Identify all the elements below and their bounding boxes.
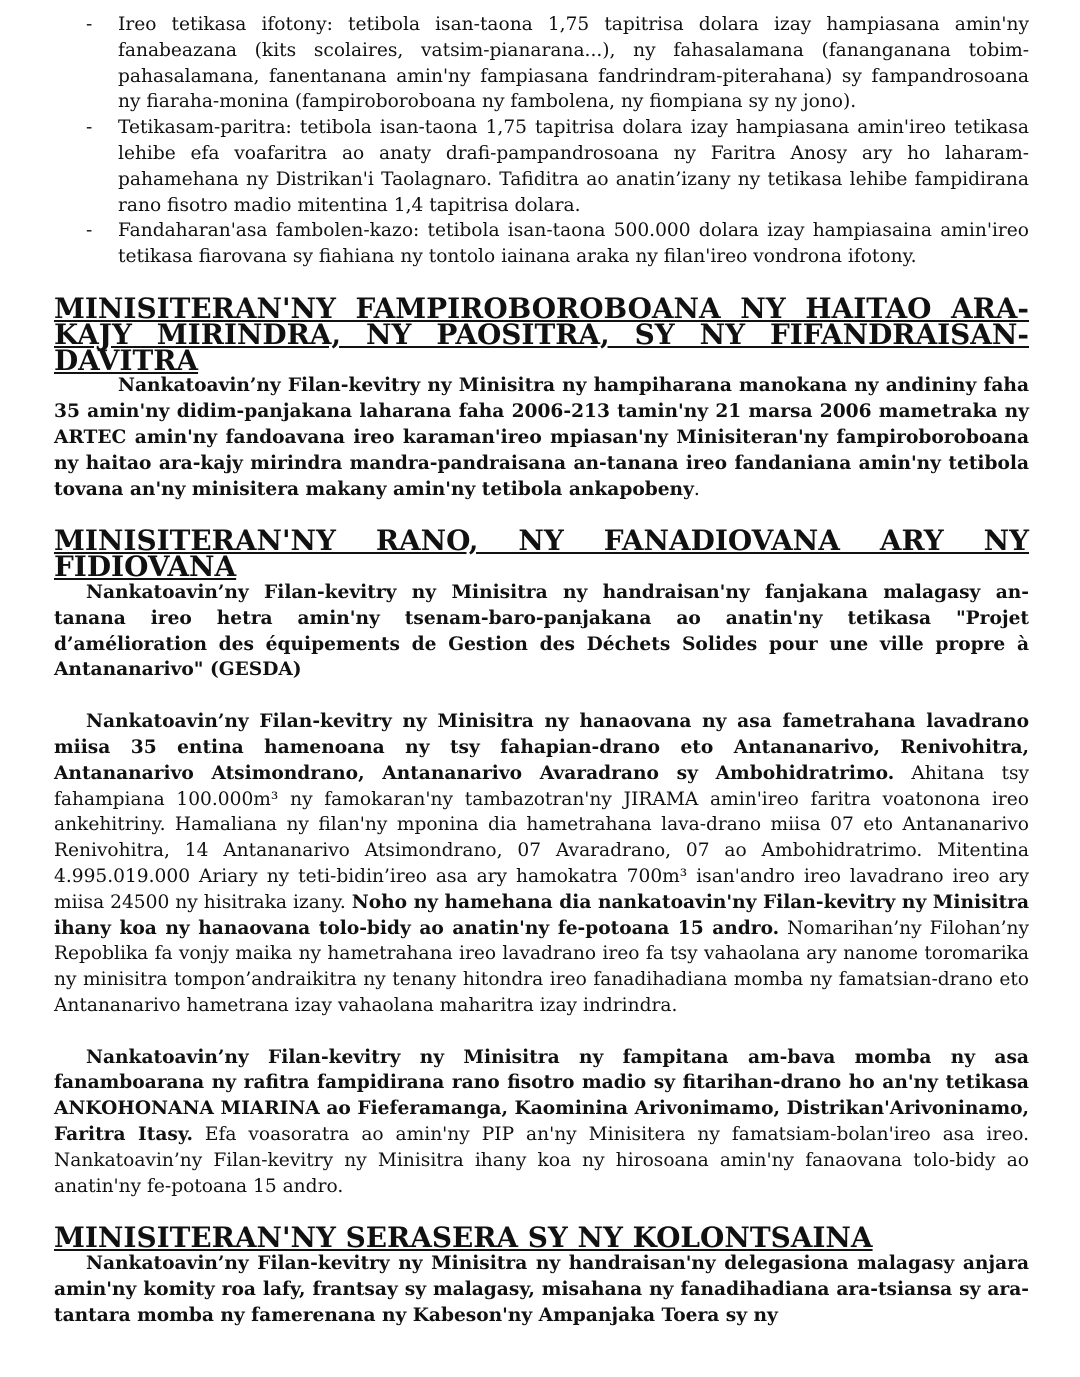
section-serasera bbox=[54, 1221, 1029, 1328]
section-paragraph bbox=[54, 709, 1029, 1019]
bullet-text: Fandaharan'asa fambolen-kazo: tetibola isan-taona 500.000 dolara izay hampiasaina amin'ireo tetikasa fiarovana sy fiahiana ny tontolo iainana araka ny filan'ireo vondrona ifotony. bbox=[118, 220, 1029, 268]
section-paragraph bbox=[54, 1045, 1029, 1200]
section-rano bbox=[54, 524, 1029, 1199]
section-heading-text: MINISITERAN'NY FAMPIROBOROBOANA NY HAITAO ARA-KAJY MIRINDRA, NY PAOSITRA, SY NY FIFANDRAISAN-DAVITRA bbox=[54, 291, 1029, 377]
section-paragraph bbox=[54, 373, 1029, 502]
section-heading-text: MINISITERAN'NY RANO, NY FANADIOVANA ARY NY FIDIOVANA bbox=[54, 524, 1029, 584]
section-fampiroboroboana bbox=[54, 291, 1029, 502]
bullet-text: Ireo tetikasa ifotony: tetibola isan-taona 1,75 tapitrisa dolara izay hampiasana amin'ny fanabeazana (kits scolaires, vatsim-pianarana...), ny fahasalamana (fananganana tobim-pahasalamana, fanentanana amin'ny fampiasana fandrindram-piterahana) sy fampandrosoana ny fiaraha-monina (fampiroboroboana ny fambolena, ny fiompiana sy ny jono). bbox=[118, 14, 1029, 113]
bullet-text: Tetikasam-paritra: tetibola isan-taona 1,75 tapitrisa dolara izay hampiasana amin'ireo tetikasa lehibe efa voafaritra ao anaty drafi-pampandrosoana ny Faritra Anosy ary ho laharam-pahamehana ny Distrikan'i Taolagnaro. Tafiditra ao anatin’izany ny tetikasa lehibe fampidirana rano fisotro madio mitentina 1,4 tapitrisa dolara. bbox=[118, 117, 1029, 216]
bullet-item bbox=[54, 218, 1029, 270]
paragraph-text: Ahitana tsy fahampiana 100.000m³ ny famokaran'ny tambazotran'ny JIRAMA amin'ireo faritra voatonona ireo ankehitriny. Hamaliana ny filan'ny mponina dia hametrahana lava-drano miisa 07 eto Antananarivo Renivohitra, 14 Antananarivo Atsimondrano, 07 Avaradrano, 07 ao Ambohidratrimo. Mitentina 4.995.019.000 Ariary ny teti-bidin’ireo asa ary hamokatra 700m³ isan'andro ireo lavadrano ireo ary miisa 24500 ny hisitraka izany. bbox=[54, 762, 1029, 913]
bullet-dash: - bbox=[86, 14, 93, 35]
section-heading-text: MINISITERAN'NY SERASERA SY NY KOLONTSAINA bbox=[54, 1221, 873, 1255]
document-body bbox=[54, 12, 1029, 1329]
section-heading bbox=[54, 524, 1029, 584]
bullet-item bbox=[54, 12, 1029, 115]
section-paragraph bbox=[54, 1251, 1029, 1328]
bullet-list bbox=[54, 12, 1029, 270]
section-heading bbox=[54, 1221, 1029, 1255]
paragraph-text: Nankatoavin’ny Filan-kevitry ny Minisitra ny handraisan'ny fanjakana malagasy an-tanana ireo hetra amin'ny tsenam-baro-panjakana ao anatin'ny tetikasa "Projet d’amélioration des équipements de Gestion des Déchets Solides pour une ville propre à Antananarivo" (GESDA) bbox=[54, 581, 1029, 681]
section-heading bbox=[54, 291, 1029, 377]
paragraph-bold: Noho ny hamehana dia nankatoavin'ny Filan-kevitry ny Minisitra ihany koa ny hanaovana tolo-bidy ao anatin'ny fe-potoana 15 andro. bbox=[54, 891, 1029, 939]
paragraph-bold: Nankatoavin’ny Filan-kevitry ny Minisitra ny hanaovana ny asa fametrahana lavadrano miisa 35 entina hamenoana ny tsy fahapian-drano eto Antananarivo, Renivohitra, Antananarivo Atsimondrano, Antananarivo Avaradrano sy Ambohidratrimo. bbox=[54, 711, 1029, 784]
section-paragraph bbox=[54, 580, 1029, 683]
paragraph-text: Nankatoavin’ny Filan-kevitry ny Minisitra ny handraisan'ny delegasiona malagasy anjara amin'ny komity roa lafy, frantsay sy malagasy, misahana ny fanadihadiana ara-tsiansa sy ara-tantara momba ny famerenana ny Kabeson'ny Ampanjaka Toera sy ny bbox=[54, 1253, 1029, 1326]
paragraph-end: . bbox=[693, 478, 700, 500]
bullet-item bbox=[54, 115, 1029, 218]
paragraph-text: Nomarihan’ny Filohan’ny Repoblika fa vonjy maika ny hametrahana ireo lavadrano ireo fa tsy vahaolana ary nanome toromarika ny minisitra tompon’andraikitra ny tenany hitondra ireo fanadihadiana momba ny famatsian-drano eto Antananarivo hametrana izay vahaolana maharitra izay indrindra. bbox=[54, 917, 1029, 1016]
paragraph-text: Efa voasoratra ao amin'ny PIP an'ny Minisitera ny famatsiam-bolan'ireo asa ireo. Nankatoavin’ny Filan-kevitry ny Minisitra ihany koa ny hirosoana amin'ny fanaovana tolo-bidy ao anatin'ny fe-potoana 15 andro. bbox=[54, 1124, 1029, 1197]
paragraph-bold: Nankatoavin’ny Filan-kevitry ny Minisitra ny fampitana am-bava momba ny asa fanamboarana ny rafitra fampidirana rano fisotro madio sy fitarihan-drano ho an'ny tetikasa ANKOHONANA MIARINA ao Fieferamanga, Kaominina Arivonimamo, Distrikan'Arivoninamo, Faritra Itasy. bbox=[54, 1046, 1029, 1146]
paragraph-text: Nankatoavin’ny Filan-kevitry ny Minisitra ny hampiharana manokana ny andininy faha 35 amin'ny didim-panjakana laharana faha 2006-213 tamin'ny 21 marsa 2006 mametraka ny ARTEC amin'ny fandoavana ireo karaman'ireo mpiasan'ny Minisiteran'ny fampiroboroboana ny haitao ara-kajy mirindra mandra-pandraisana an-tanana ireo fandaniana amin'ny tetibola tovana an'ny minisitera makany amin'ny tetibola ankapobeny bbox=[54, 375, 1029, 500]
bullet-dash: - bbox=[86, 117, 93, 139]
bullet-dash: - bbox=[86, 220, 93, 242]
